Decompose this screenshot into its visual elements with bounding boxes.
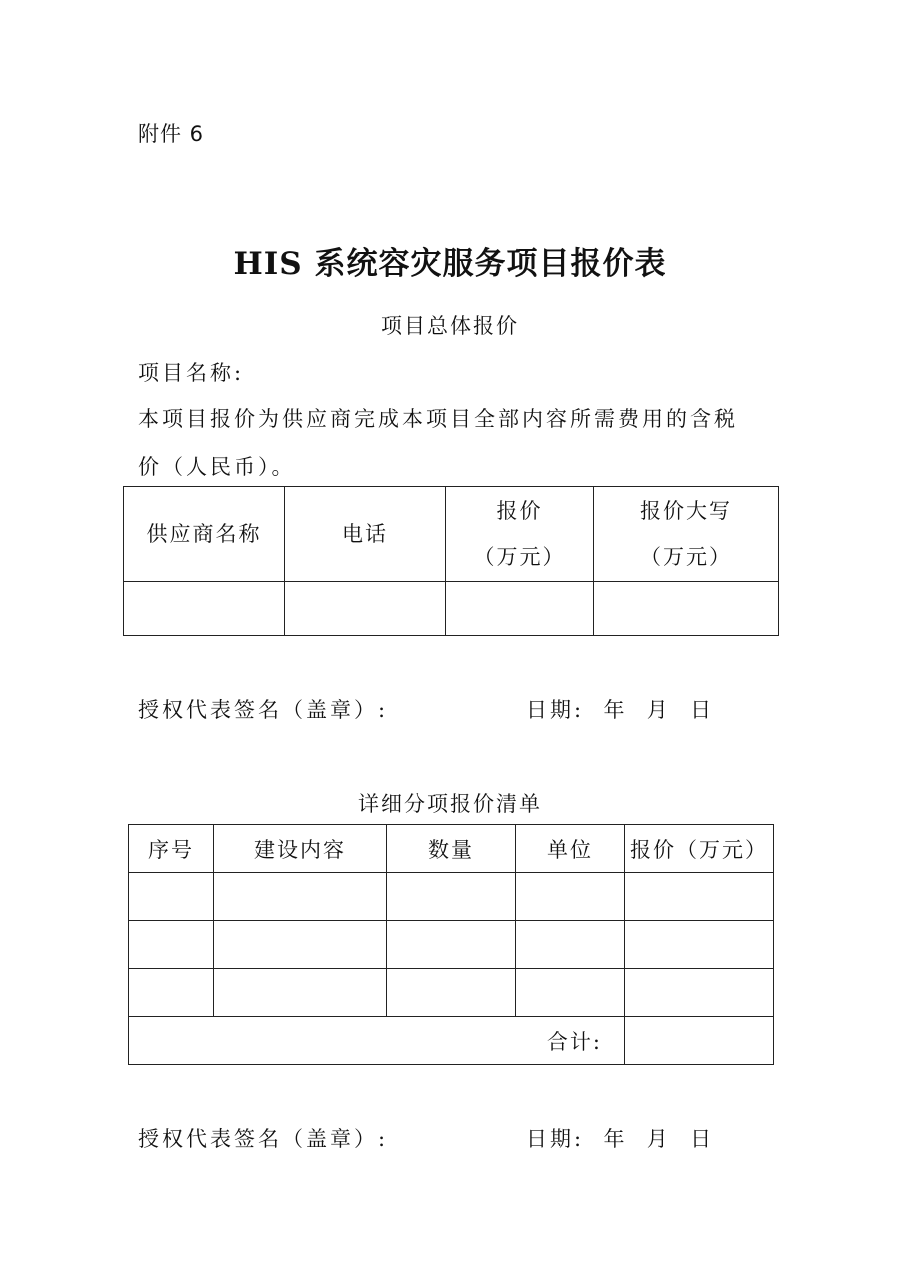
input-cell[interactable] (129, 873, 214, 921)
input-cell[interactable] (387, 921, 516, 969)
header-cell-supplier-name (124, 487, 285, 582)
input-cell[interactable] (387, 873, 516, 921)
quote-statement-line-1: 本项目报价为供应商完成本项目全部内容所需费用的含税 (138, 407, 738, 431)
input-cell[interactable] (625, 921, 774, 969)
header-cell-phone (285, 487, 446, 582)
input-cell-quote[interactable] (446, 582, 594, 636)
signature-line-1 (138, 694, 758, 724)
header-text: 电话 (342, 522, 388, 546)
signature-label: 授权代表签名（盖章）: (138, 698, 389, 722)
date-field (526, 694, 714, 724)
document-title: HIS 系统容灾服务项目报价表 (233, 246, 667, 282)
section-heading-detail-list: 详细分项报价清单 (358, 792, 542, 816)
quote-statement-line-2: 价（人民币）。 (138, 455, 296, 479)
total-row (129, 1017, 774, 1065)
header-cell-price: 报价（万元） (625, 825, 774, 873)
table-row (129, 921, 774, 969)
signature-line-2 (138, 1123, 758, 1153)
signature-label: 授权代表签名（盖章）: (138, 1127, 389, 1151)
header-cell-content: 建设内容 (214, 825, 387, 873)
total-value-cell[interactable] (625, 1017, 774, 1065)
input-cell[interactable] (129, 921, 214, 969)
input-cell[interactable] (214, 873, 387, 921)
input-cell[interactable] (625, 873, 774, 921)
attachment-label: 附件 6 (138, 122, 205, 146)
input-cell[interactable] (516, 873, 625, 921)
input-cell[interactable] (516, 969, 625, 1017)
input-cell[interactable] (516, 921, 625, 969)
header-cell-serial-no: 序号 (129, 825, 214, 873)
date-day-label: 日 (690, 698, 715, 722)
date-month-label: 月 (646, 1127, 671, 1151)
date-year-label: 年 (603, 698, 628, 722)
header-cell-quantity: 数量 (387, 825, 516, 873)
date-year-label: 年 (603, 1127, 628, 1151)
overall-quote-table (123, 486, 779, 636)
table-row (124, 582, 779, 636)
project-name-label: 项目名称: (138, 361, 245, 385)
detail-quote-table (128, 824, 774, 1065)
section-heading-overall-quote: 项目总体报价 (381, 314, 519, 338)
date-label: 日期: (526, 1127, 585, 1151)
input-cell-phone[interactable] (285, 582, 446, 636)
header-cell-unit: 单位 (516, 825, 625, 873)
date-day-label: 日 (690, 1127, 715, 1151)
date-month-label: 月 (646, 698, 671, 722)
header-cell-quote-in-words (594, 487, 779, 582)
header-cell-quote (446, 487, 594, 582)
overall-quote-header-row (124, 487, 779, 582)
detail-header-row (129, 825, 774, 873)
header-unit-text: （万元） (473, 545, 566, 569)
table-row (129, 873, 774, 921)
input-cell-supplier-name[interactable] (124, 582, 285, 636)
date-field (526, 1123, 714, 1153)
header-text: 报价大写 (640, 499, 732, 523)
date-label: 日期: (526, 698, 585, 722)
input-cell[interactable] (129, 969, 214, 1017)
input-cell[interactable] (214, 969, 387, 1017)
header-unit-text: （万元） (640, 545, 732, 569)
header-text: 供应商名称 (146, 522, 262, 546)
table-row (129, 969, 774, 1017)
header-text: 报价 (496, 499, 543, 523)
input-cell-quote-in-words[interactable] (594, 582, 779, 636)
input-cell[interactable] (625, 969, 774, 1017)
total-label: 合计: (129, 1017, 625, 1065)
input-cell[interactable] (387, 969, 516, 1017)
input-cell[interactable] (214, 921, 387, 969)
